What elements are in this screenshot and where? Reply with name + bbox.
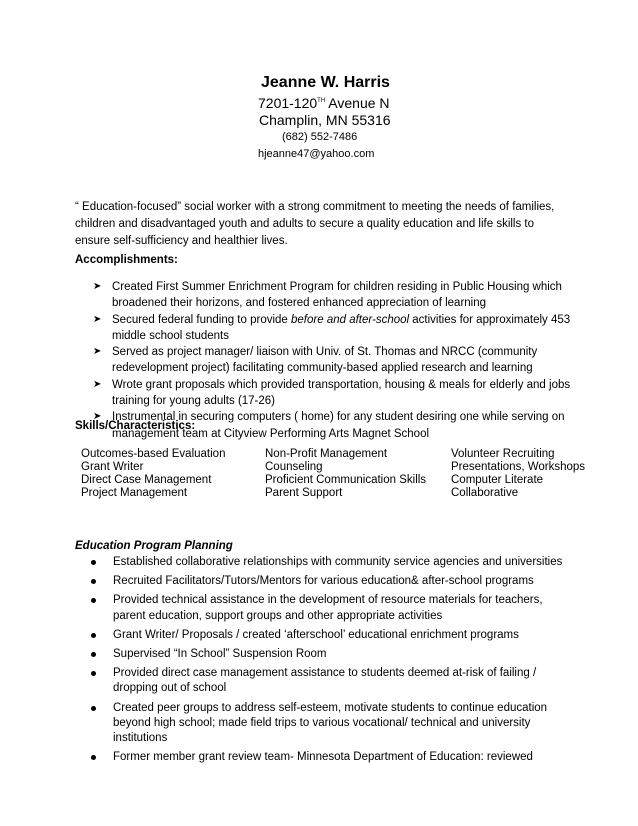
education-item-text: Supervised “In School” Suspension Room [113,648,327,661]
bullet-dot-icon [91,560,96,565]
list-item [88,666,568,696]
skill-item: Outcomes-based Evaluation [81,448,226,460]
skill-item: Counseling [265,461,323,473]
accomplishment-text-post: activities for approximately 453 middle school students [112,313,571,342]
education-item-text: Grant Writer/ Proposals / created ‘afterschool’ educational enrichment programs [113,628,519,641]
accomplishments-list [93,279,573,442]
list-item [88,574,568,589]
address-street: Avenue N [325,95,390,111]
list-item [88,593,568,623]
address-suffix: TH [317,98,326,104]
arrow-bullet-icon: ➤ [93,378,102,390]
bullet-dot-icon [91,755,96,760]
skills-column-3 [451,448,585,500]
skill-item: Presentations, Workshops [451,461,586,473]
summary-paragraph: “ Education-focused” social worker with a strong commitment to meeting the needs of families, children and disadvantaged youth and adults to secure a quality education and life skills to ensure self-sufficiency and healthier lives. [75,201,555,247]
skill-item: Grant Writer [81,461,144,473]
skill-item: Direct Case Management [81,474,212,486]
email-address[interactable]: hjeanne47@yahoo.com [258,148,375,160]
candidate-name: Jeanne W. Harris [261,74,390,91]
education-item-text: Provided technical assistance in the development of resource materials for teachers, parent education, support groups and other appropriate activities [113,594,543,622]
education-heading: Education Program Planning [75,540,233,552]
accomplishment-text-pre: Secured federal funding to provide [112,313,292,326]
skill-item: Computer Literate [451,474,544,486]
skills-column-2 [265,448,426,500]
accomplishments-heading: Accomplishments: [75,254,178,266]
skills-heading: Skills/Characteristics: [75,420,196,432]
list-item [93,344,573,377]
phone-number: (682) 552-7486 [282,131,358,143]
arrow-bullet-icon: ➤ [93,313,102,325]
education-item-text: Established collaborative relationships with community service agencies and universities [113,556,563,568]
list-item [93,312,573,345]
address-number: 7201-120 [258,95,318,111]
list-item [93,279,573,312]
bullet-dot-icon [91,652,96,657]
accomplishment-text: Instrumental in securing computers ( home) for any student desiring one while serving on management team at Cityview Performing Arts Magnet School [112,411,565,440]
list-item [88,750,568,765]
list-item [93,377,573,410]
bullet-dot-icon [91,671,96,676]
arrow-bullet-icon: ➤ [93,281,102,292]
education-item-text: Recruited Facilitators/Tutors/Mentors for various education& after-school programs [113,575,534,588]
skill-item: Volunteer Recruiting [451,448,555,460]
accomplishment-text: Wrote grant proposals which provided transportation, housing & meals for elderly and jobs training for young adults (17-26) [112,378,571,408]
skill-item: Parent Support [265,487,343,499]
skill-item: Collaborative [451,487,519,499]
list-item [88,555,568,570]
skill-item: Proficient Communication Skills [265,474,427,486]
arrow-bullet-icon: ➤ [93,346,102,358]
education-list [88,555,568,769]
education-item-text: Provided direct case management assistance to students deemed at-risk of failing / dropping out of school [113,667,537,695]
bullet-dot-icon [91,579,96,584]
address-line-2: Champlin, MN 55316 [259,112,391,128]
skills-column-1 [81,448,225,500]
bullet-dot-icon [91,633,96,638]
accomplishment-text: Created First Summer Enrichment Program for children residing in Public Housing which broadened their horizons, and fostered enhanced appreciation of learning [112,281,562,310]
list-item [88,701,568,747]
address-line-1 [258,95,390,111]
bullet-dot-icon [91,706,96,711]
list-item [88,647,568,662]
education-item-text: Created peer groups to address self-esteem, motivate students to continue education beyond high school; made field trips to various vocational/ technical and university institutions [113,701,548,745]
accomplishment-text: Served as project manager/ liaison with Univ. of St. Thomas and NRCC (community redevelopment project) facilitating community-based applied research and learning [112,346,538,375]
accomplishment-text-emphasis: before and after-school [291,313,410,326]
skill-item: Project Management [81,487,188,499]
education-item-text: Former member grant review team- Minnesota Department of Education: reviewed [113,751,533,764]
arrow-bullet-icon: ➤ [93,411,102,423]
list-item [88,628,568,643]
bullet-dot-icon [91,598,96,603]
skill-item: Non-Profit Management [265,448,388,460]
